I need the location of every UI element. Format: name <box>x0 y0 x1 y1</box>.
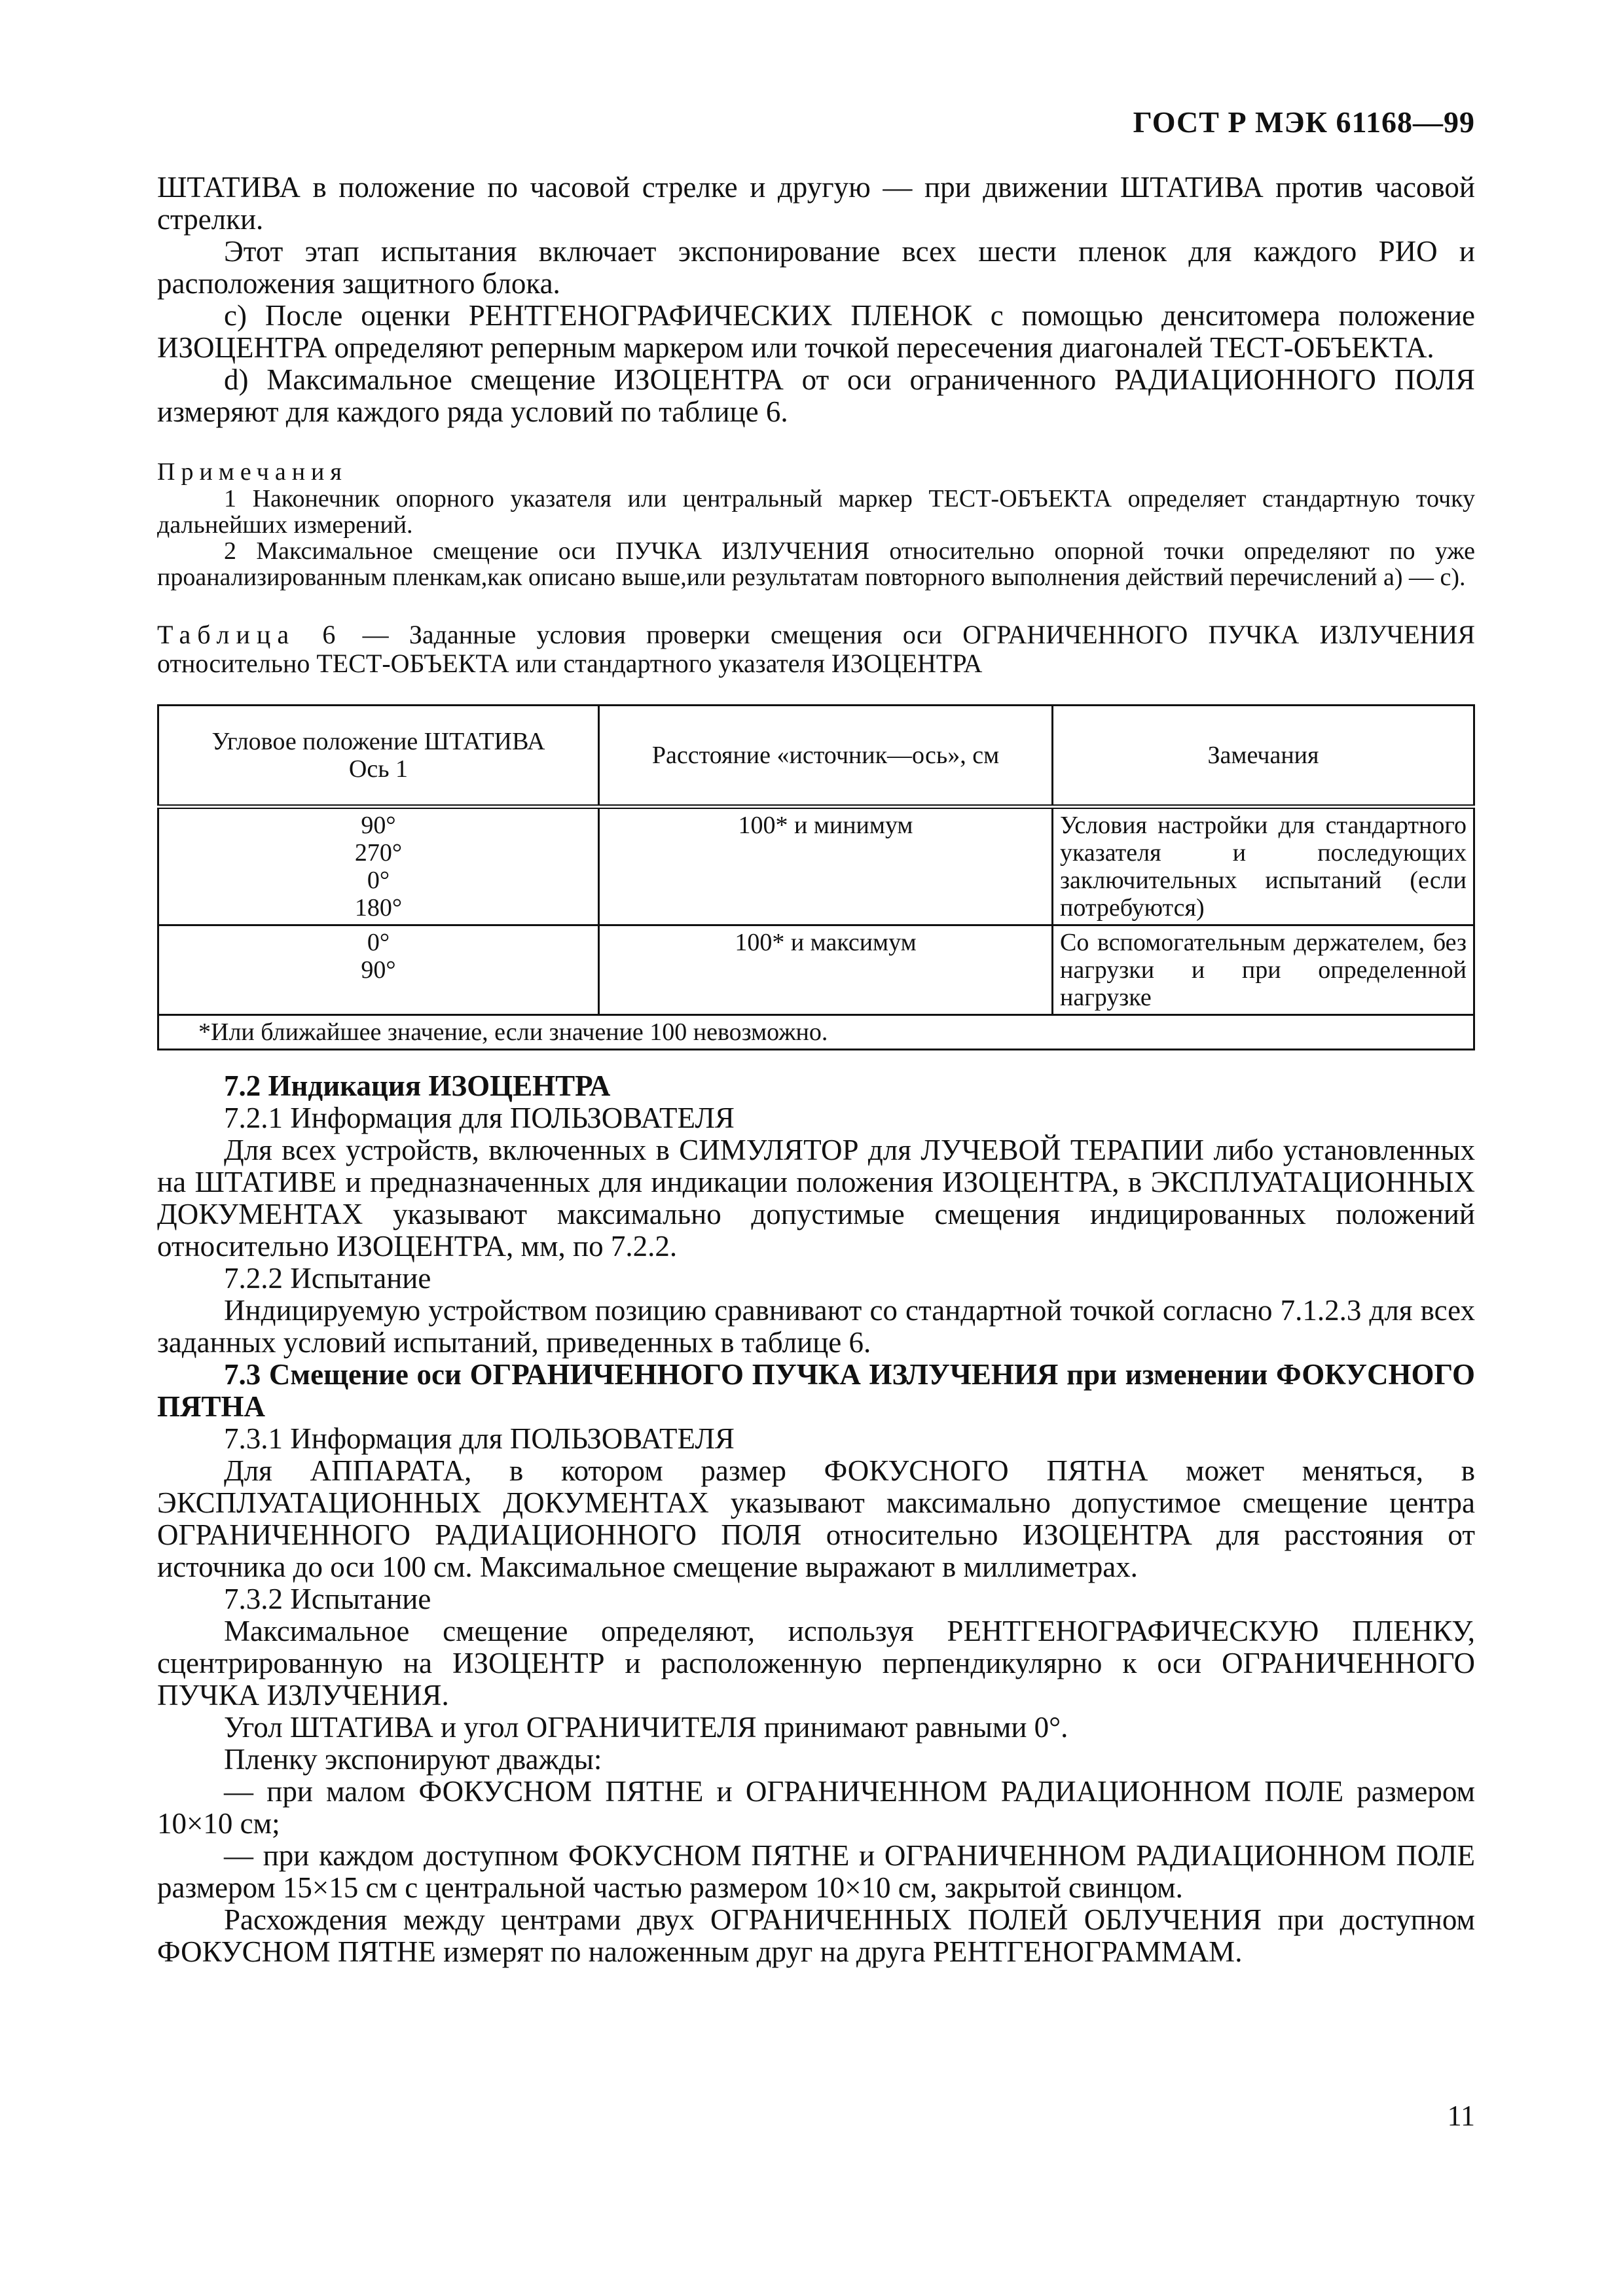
subsection-7-3-2-title: 7.3.2 Испытание <box>224 1583 431 1615</box>
table-row <box>158 807 1474 925</box>
notes-heading: Примечания <box>157 458 348 486</box>
table-header-row <box>158 706 1474 807</box>
table-6 <box>157 704 1475 1050</box>
paragraph: Индицируемую устройством позицию сравнивают со стандартной точкой согласно 7.1.2.3 для всех заданных условий испытаний, приведенных в таблице 6. <box>157 1294 1475 1359</box>
list-item: — при малом ФОКУСНОМ ПЯТНЕ и ОГРАНИЧЕННОМ РАДИАЦИОННОМ ПОЛЕ размером 10×10 см; <box>157 1775 1475 1840</box>
table-header-distance: Расстояние «источник—ось», см <box>599 706 1053 807</box>
table-footnote: *Или ближайшее значение, если значение 100 невозможно. <box>158 1015 1474 1050</box>
paragraph: Угол ШТАТИВА и угол ОГРАНИЧИТЕЛЯ принимают равными 0°. <box>224 1711 1068 1744</box>
table-cell-distance: 100* и минимум <box>599 807 1053 925</box>
document-header: ГОСТ Р МЭК 61168—99 <box>1133 105 1475 139</box>
list-item: — при каждом доступном ФОКУСНОМ ПЯТНЕ и ОГРАНИЧЕННОМ РАДИАЦИОННОМ ПОЛЕ размером 15×15 см с центральной частью размером 10×10 см, закрытой свинцом. <box>157 1839 1475 1904</box>
paragraph: Максимальное смещение определяют, используя РЕНТГЕНОГРАФИЧЕСКУЮ ПЛЕНКУ, сцентрированную на ИЗОЦЕНТР и расположенную перпендикулярно к оси ОГРАНИЧЕННОГО ПУЧКА ИЗЛУЧЕНИЯ. <box>157 1615 1475 1712</box>
table-caption-text: — Заданные условия проверки смещения оси ОГРАНИЧЕННОГО ПУЧКА ИЗЛУЧЕНИЯ относительно ТЕСТ-ОБЪЕКТА или стандартного указателя ИЗОЦЕНТРА <box>157 620 1475 678</box>
note-item: 1 Наконечник опорного указателя или центральный маркер ТЕСТ-ОБЪЕКТА определяет стандартную точку дальнейших измерений. <box>157 485 1475 539</box>
paragraph: Пленку экспонируют дважды: <box>224 1743 602 1776</box>
table-caption <box>157 620 1475 678</box>
table-cell-remark: Со вспомогательным держателем, без нагрузки и при определенной нагрузке <box>1053 925 1474 1015</box>
page-number: 11 <box>1447 2100 1475 2132</box>
paragraph-continuation: ШТАТИВА в положение по часовой стрелке и другую — при движении ШТАТИВА против часовой стрелки. <box>157 171 1475 236</box>
table-row <box>158 925 1474 1015</box>
table-cell-angles: 0° 90° <box>158 925 599 1015</box>
table-cell-remark: Условия настройки для стандартного указателя и последующих заключительных испытаний (если потребуются) <box>1053 807 1474 925</box>
page-content <box>157 171 1475 1968</box>
table-cell-distance: 100* и максимум <box>599 925 1053 1015</box>
table-header-remarks: Замечания <box>1053 706 1474 807</box>
paragraph: Этот этап испытания включает экспонирование всех шести пленок для каждого РИО и расположения защитного блока. <box>157 235 1475 300</box>
table-header-angle: Угловое положение ШТАТИВА Ось 1 <box>158 706 599 807</box>
table-cell-angles: 90° 270° 0° 180° <box>158 807 599 925</box>
section-7-2-title: 7.2 Индикация ИЗОЦЕНТРА <box>224 1069 611 1102</box>
section-7-3-title: 7.3 Смещение оси ОГРАНИЧЕННОГО ПУЧКА ИЗЛУЧЕНИЯ при изменении ФОКУСНОГО ПЯТНА <box>157 1358 1475 1423</box>
table-footnote-row <box>158 1015 1474 1050</box>
paragraph: Расхождения между центрами двух ОГРАНИЧЕННЫХ ПОЛЕЙ ОБЛУЧЕНИЯ при доступном ФОКУСНОМ ПЯТНЕ измерят по наложенным друг на друга РЕНТГЕНОГРАММАМ. <box>157 1903 1475 1968</box>
subsection-7-3-1-title: 7.3.1 Информация для ПОЛЬЗОВАТЕЛЯ <box>224 1422 735 1455</box>
table-caption-label: Таблица 6 <box>157 620 342 649</box>
paragraph: Для АППАРАТА, в котором размер ФОКУСНОГО ПЯТНА может меняться, в ЭКСПЛУАТАЦИОННЫХ ДОКУМЕНТАХ указывают максимально допустимое смещение центра ОГРАНИЧЕННОГО РАДИАЦИОННОГО ПОЛЯ относительно ИЗОЦЕНТРА для расстояния от источника до оси 100 см. Максимальное смещение выражают в миллиметрах. <box>157 1454 1475 1583</box>
paragraph: Для всех устройств, включенных в СИМУЛЯТОР для ЛУЧЕВОЙ ТЕРАПИИ либо установленных на ШТАТИВЕ и предназначенных для индикации положения ИЗОЦЕНТРА, в ЭКСПЛУАТАЦИОННЫХ ДОКУМЕНТАХ указывают максимально допустимые смещения индицированных положений относительно ИЗОЦЕНТРА, мм, по 7.2.2. <box>157 1134 1475 1263</box>
paragraph-item-c: c) После оценки РЕНТГЕНОГРАФИЧЕСКИХ ПЛЕНОК с помощью денситомера положение ИЗОЦЕНТРА определяют реперным маркером или точкой пересечения диагоналей ТЕСТ-ОБЪЕКТА. <box>157 299 1475 364</box>
subsection-7-2-1-title: 7.2.1 Информация для ПОЛЬЗОВАТЕЛЯ <box>224 1102 735 1134</box>
paragraph-item-d: d) Максимальное смещение ИЗОЦЕНТРА от оси ограниченного РАДИАЦИОННОГО ПОЛЯ измеряют для каждого ряда условий по таблице 6. <box>157 363 1475 428</box>
note-item: 2 Максимальное смещение оси ПУЧКА ИЗЛУЧЕНИЯ относительно опорной точки определяют по уже проанализированным пленкам,как описано выше,или результатам повторного выполнения действий перечислений а) — с). <box>157 537 1475 591</box>
subsection-7-2-2-title: 7.2.2 Испытание <box>224 1262 431 1295</box>
